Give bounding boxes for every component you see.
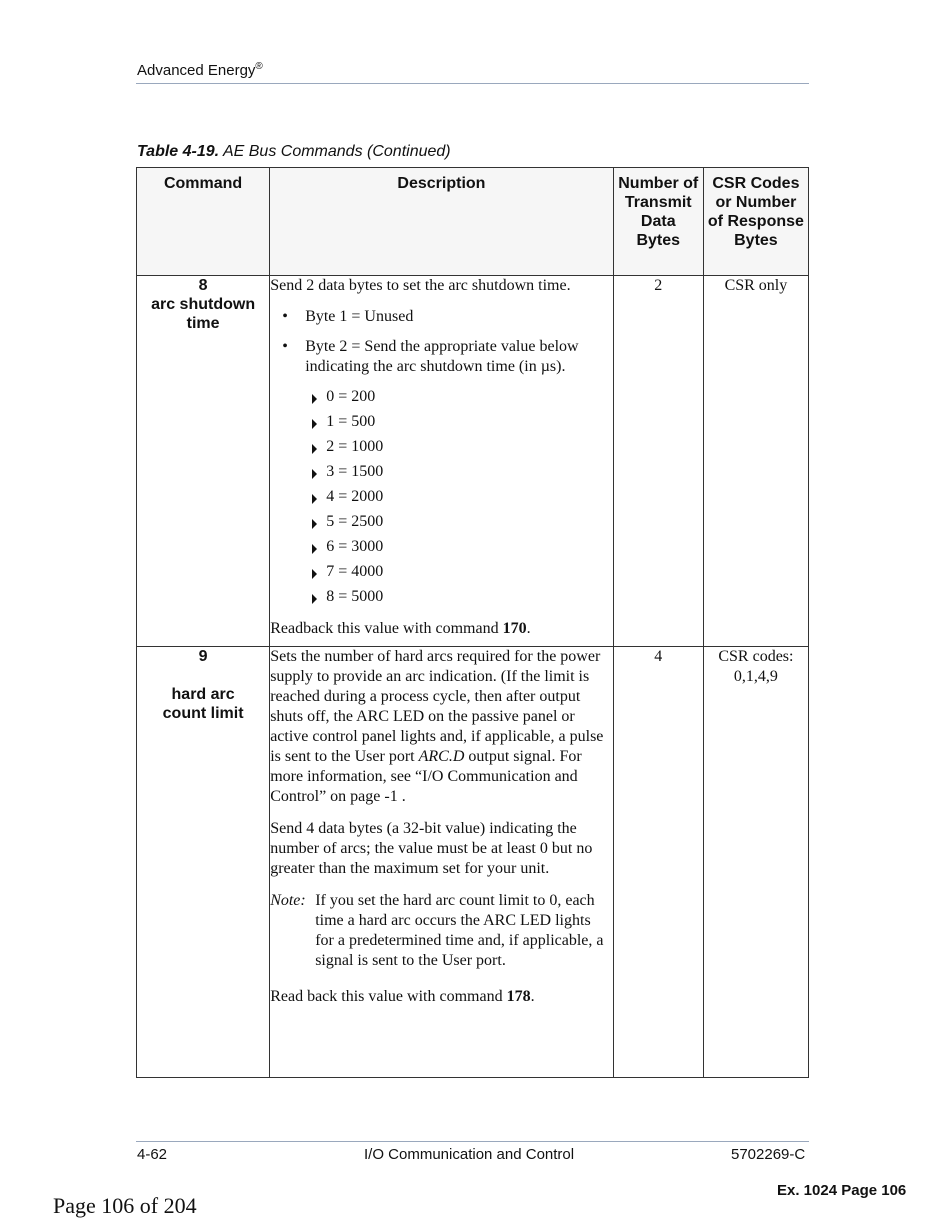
description-intro: Send 2 data bytes to set the arc shutdown time. [270,277,571,294]
footer-doc-number: 5702269-C [731,1146,806,1163]
footer-page-number: 4-62 [137,1146,168,1163]
table-row [137,276,809,647]
footer-rule [136,1141,809,1142]
command-cell [137,276,270,647]
list-item: 4 = 2000 [310,487,613,507]
arrow-icon [312,469,317,479]
command-cell [137,647,270,1078]
header-brand [137,61,263,79]
commands-table [136,167,809,1078]
list-item: 6 = 3000 [310,537,613,557]
header-rule [136,83,809,84]
csr-cell [703,647,808,1078]
arrow-icon [312,494,317,504]
note-text: If you set the hard arc count limit to 0, each time a hard arc occurs the ARC LED lights for a predetermined time and, if applicable, a signal is sent to the User port. [315,892,604,969]
arrow-icon [312,594,317,604]
transmit-bytes-cell: 4 [613,647,703,1078]
list-item: • Byte 2 = Send the appropriate value below indicating the arc shutdown time (in µs). [282,338,579,375]
description-paragraph: Send 4 data bytes (a 32-bit value) indicating the number of arcs; the value must be at least 0 but no greater than the maximum set for your unit. [270,820,593,877]
command-number: 9 [198,648,208,665]
table-row [137,647,809,1078]
list-item: • Byte 1 = Unused [282,308,414,325]
arrow-icon [312,394,317,404]
list-item: 1 = 500 [310,412,613,432]
table-caption [137,143,451,161]
table-header-row [137,168,809,276]
value-list [270,387,613,607]
arrow-icon [312,444,317,454]
list-item: 0 = 200 [310,387,613,407]
caption-title: AE Bus Commands (Continued) [222,143,451,160]
exhibit-stamp: Ex. 1024 Page 106 [777,1182,907,1199]
readback-command: 178 [506,988,531,1005]
list-item: 2 = 1000 [310,437,613,457]
description-paragraph: Sets the number of hard arcs required for the power supply to provide an arc indication. (If the limit is reached during a process cycle, then after output shuts off, the ARC LED on the passive panel or active control panel lights and, if applicable, a pulse is sent to the User port ARC.D output signal. For more information, see “I/O Communication and Control” on page -1 . [270,648,604,805]
caption-label: Table 4-19. [137,143,220,160]
arrow-icon [312,569,317,579]
csr-line: 0,1,4,9 [733,668,778,685]
arrow-icon [312,519,317,529]
footer-section: I/O Communication and Control [364,1146,575,1163]
list-item: 5 = 2500 [310,512,613,532]
signal-name: ARC.D [418,748,465,765]
registered-mark: ® [255,61,263,72]
note-label: Note: [270,892,306,909]
csr-cell: CSR only [703,276,808,647]
header-command: Command [137,168,270,276]
header-csr-codes: CSR Codes or Number of Response Bytes [703,168,808,276]
list-item: 7 = 4000 [310,562,613,582]
page-count: Page 106 of 204 [53,1193,197,1218]
byte-list [270,307,613,377]
arrow-icon [312,419,317,429]
brand-name: Advanced Energy [137,62,256,79]
description-cell [270,276,614,647]
command-name: hard arc count limit [162,686,244,722]
header-description: Description [270,168,614,276]
transmit-bytes-cell: 2 [613,276,703,647]
command-name: arc shutdown time [151,296,256,332]
note [270,891,613,971]
header-transmit-bytes: Number of Transmit Data Bytes [613,168,703,276]
readback-command: 170 [502,620,527,637]
list-item: 3 = 1500 [310,462,613,482]
readback-text: Readback this value with command 170. [270,620,531,637]
arrow-icon [312,544,317,554]
readback-text: Read back this value with command 178. [270,988,535,1005]
command-number: 8 [198,277,208,294]
csr-line: CSR codes: [718,648,794,665]
list-item: 8 = 5000 [310,587,613,607]
description-cell [270,647,614,1078]
